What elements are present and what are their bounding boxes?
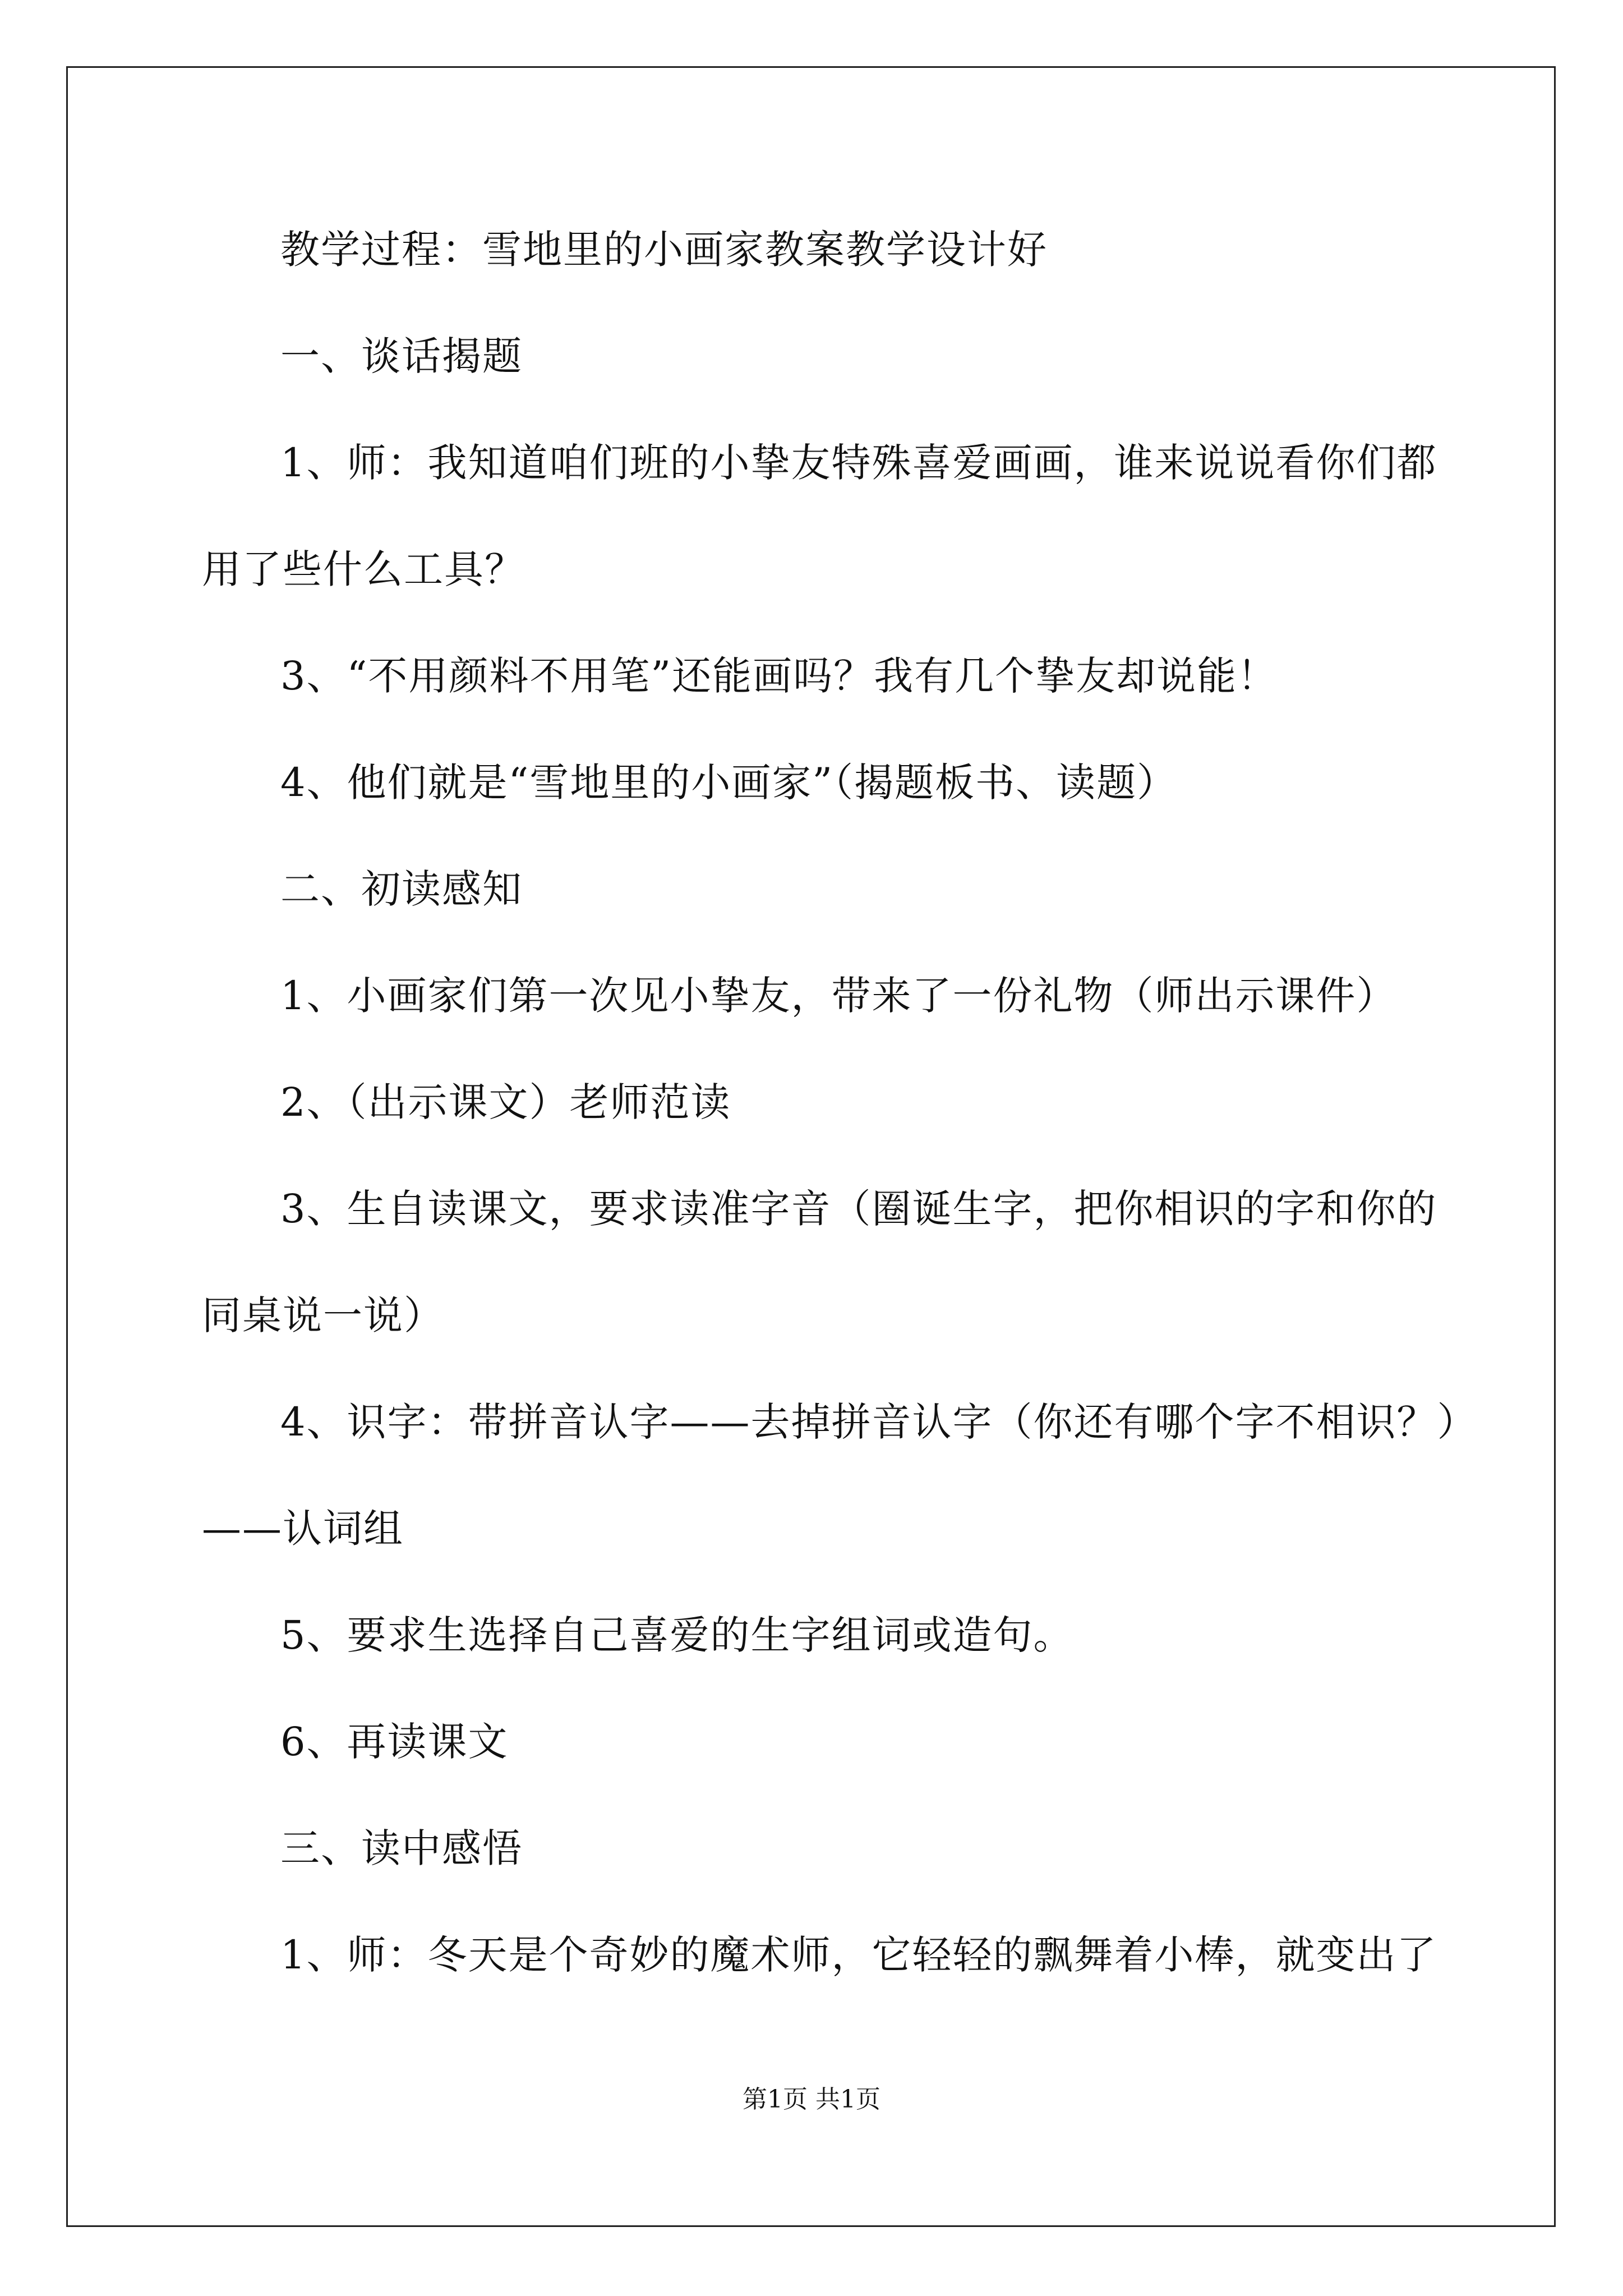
- paragraph: 1、师：冬天是个奇妙的魔术师，它轻轻的飘舞着小棒，就变出了: [280, 1932, 1437, 1978]
- paragraph-continuation: 同桌说一说）: [202, 1292, 444, 1338]
- page-frame: [66, 66, 1556, 2227]
- document-title: 教学过程：雪地里的小画家教案教学设计好: [280, 227, 1048, 273]
- paragraph: 6、再读课文: [280, 1719, 509, 1765]
- paragraph: 1、小画家们第一次见小挚友，带来了一份礼物（师出示课件）: [280, 973, 1397, 1019]
- paragraph: 1、师：我知道咱们班的小挚友特殊喜爱画画，谁来说说看你们都: [280, 440, 1437, 486]
- paragraph: 3、生自读课文，要求读准字音（圈诞生字，把你相识的字和你的: [280, 1186, 1437, 1232]
- paragraph: 3、“不用颜料不用笔”还能画吗？我有几个挚友却说能！: [280, 653, 1278, 699]
- section-heading: 三、读中感悟: [280, 1825, 523, 1871]
- paragraph-continuation: 用了些什么工具？: [202, 546, 525, 592]
- paragraph: 2、（出示课文）老师范读: [280, 1079, 731, 1125]
- section-heading: 二、初读感知: [280, 866, 523, 912]
- paragraph: 5、要求生选择自己喜爱的生字组词或造句。: [280, 1612, 1074, 1658]
- paragraph: 4、识字：带拼音认字——去掉拼音认字（你还有哪个字不相识？）: [280, 1399, 1478, 1445]
- paragraph-continuation: ——认词组: [202, 1506, 404, 1552]
- page-number-footer: 第1页 共1页: [743, 2085, 880, 2114]
- section-heading: 一、谈话揭题: [280, 333, 523, 379]
- paragraph: 4、他们就是“雪地里的小画家”（揭题板书、读题）: [280, 760, 1178, 806]
